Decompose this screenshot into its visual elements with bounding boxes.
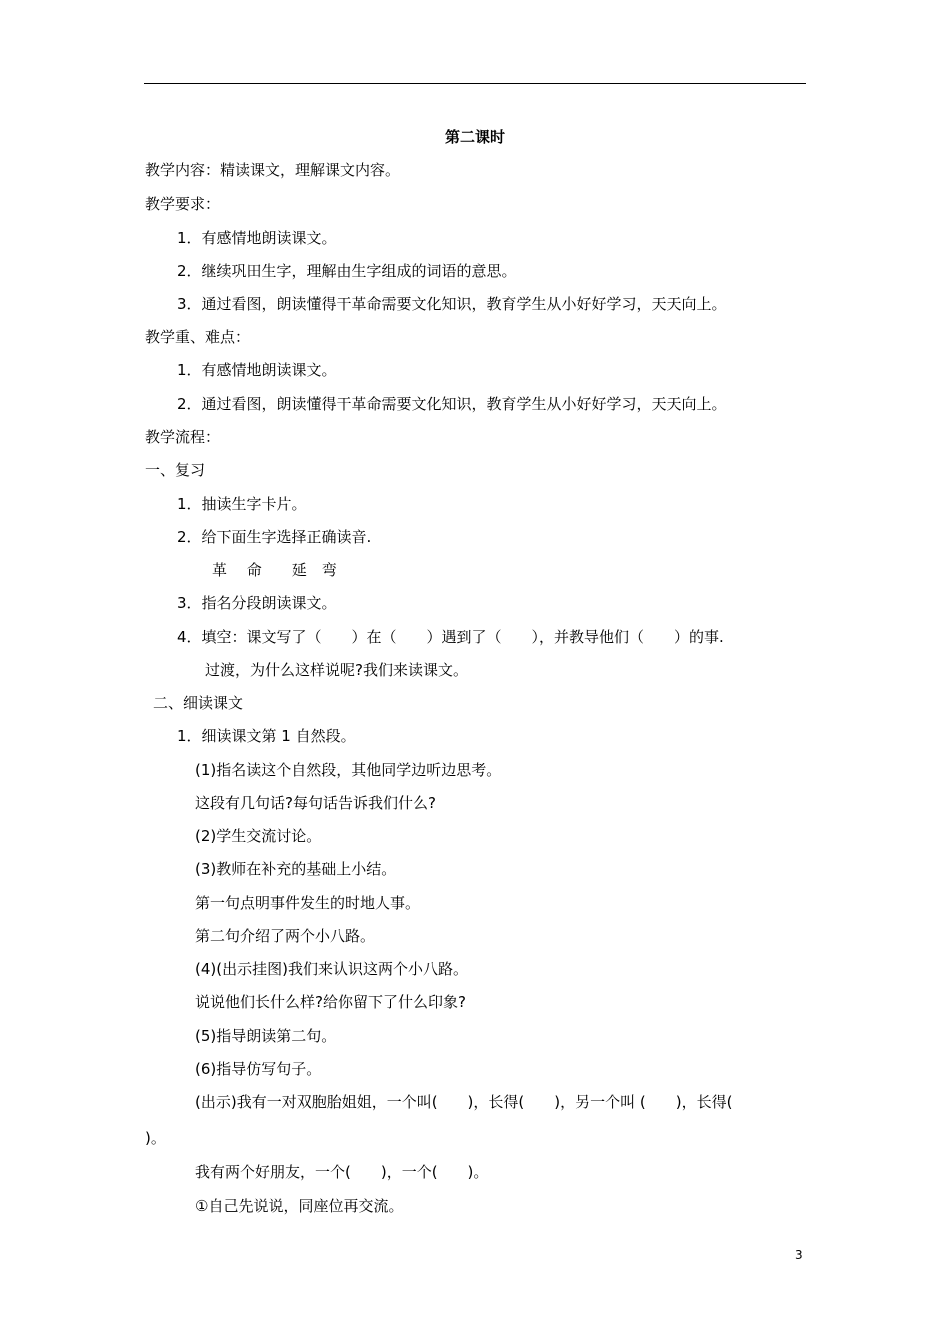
sample-sentence: 我有两个好朋友，一个( )，一个( )。 xyxy=(195,1163,489,1181)
review-item: 1．抽读生字卡片。 xyxy=(177,495,307,513)
review-item: 2．给下面生字选择正确读音. xyxy=(177,528,372,546)
reading-step: (1)指名读这个自然段，其他同学边听边思考。 xyxy=(195,761,502,779)
transition-line: 过渡，为什么这样说呢?我们来读课文。 xyxy=(205,661,468,679)
reading-step: 第一句点明事件发生的时地人事。 xyxy=(195,894,421,912)
reading-step: (6)指导仿写句子。 xyxy=(195,1060,322,1078)
section-review-heading: 一、复习 xyxy=(145,461,206,479)
reading-step: (4)(出示挂图)我们来认识这两个小八路。 xyxy=(195,960,468,978)
requirements-heading: 教学要求： xyxy=(145,195,221,213)
reading-step: 这段有几句话?每句话告诉我们什么? xyxy=(195,794,436,812)
reading-step: ①自己先说说，同座位再交流。 xyxy=(195,1197,404,1215)
lesson-title: 第二课时 xyxy=(444,128,505,146)
characters-line: 革 命 延 弯 xyxy=(212,561,337,579)
requirement-item: 1．有感情地朗读课文。 xyxy=(177,229,337,247)
review-item: 3．指名分段朗读课文。 xyxy=(177,594,337,612)
page-number: 3 xyxy=(795,1248,803,1262)
reading-step: 说说他们长什么样?给你留下了什么印象? xyxy=(195,993,466,1011)
teaching-content: 教学内容：精读课文，理解课文内容。 xyxy=(145,161,401,179)
reading-step: (3)教师在补充的基础上小结。 xyxy=(195,860,397,878)
key-point-item: 2．通过看图，朗读懂得干革命需要文化知识，教育学生从小好好学习，天天向上。 xyxy=(177,395,727,413)
requirement-item: 2．继续巩田生字，理解由生字组成的词语的意思。 xyxy=(177,262,517,280)
key-points-heading: 教学重、难点： xyxy=(145,328,251,346)
reading-step: (2)学生交流讨论。 xyxy=(195,827,322,845)
requirement-item: 3．通过看图，朗读懂得干革命需要文化知识，教育学生从小好好学习，天天向上。 xyxy=(177,295,727,313)
reading-step: 第二句介绍了两个小八路。 xyxy=(195,927,376,945)
section-reading-heading: 二、细读课文 xyxy=(153,694,244,712)
sample-sentence: (出示)我有一对双胞胎姐姐，一个叫( )，长得( )，另一个叫 ( )，长得( xyxy=(195,1093,733,1111)
fill-blank-item: 4．填空：课文写了（ ）在（ ）遇到了（ ），并教导他们（ ）的事. xyxy=(177,628,724,646)
key-point-item: 1．有感情地朗读课文。 xyxy=(177,361,337,379)
reading-item: 1．细读课文第 1 自然段。 xyxy=(177,727,356,745)
reading-step: (5)指导朗读第二句。 xyxy=(195,1027,337,1045)
process-heading: 教学流程： xyxy=(145,428,221,446)
header-rule xyxy=(144,83,806,84)
sample-sentence-continued: )。 xyxy=(145,1129,166,1147)
